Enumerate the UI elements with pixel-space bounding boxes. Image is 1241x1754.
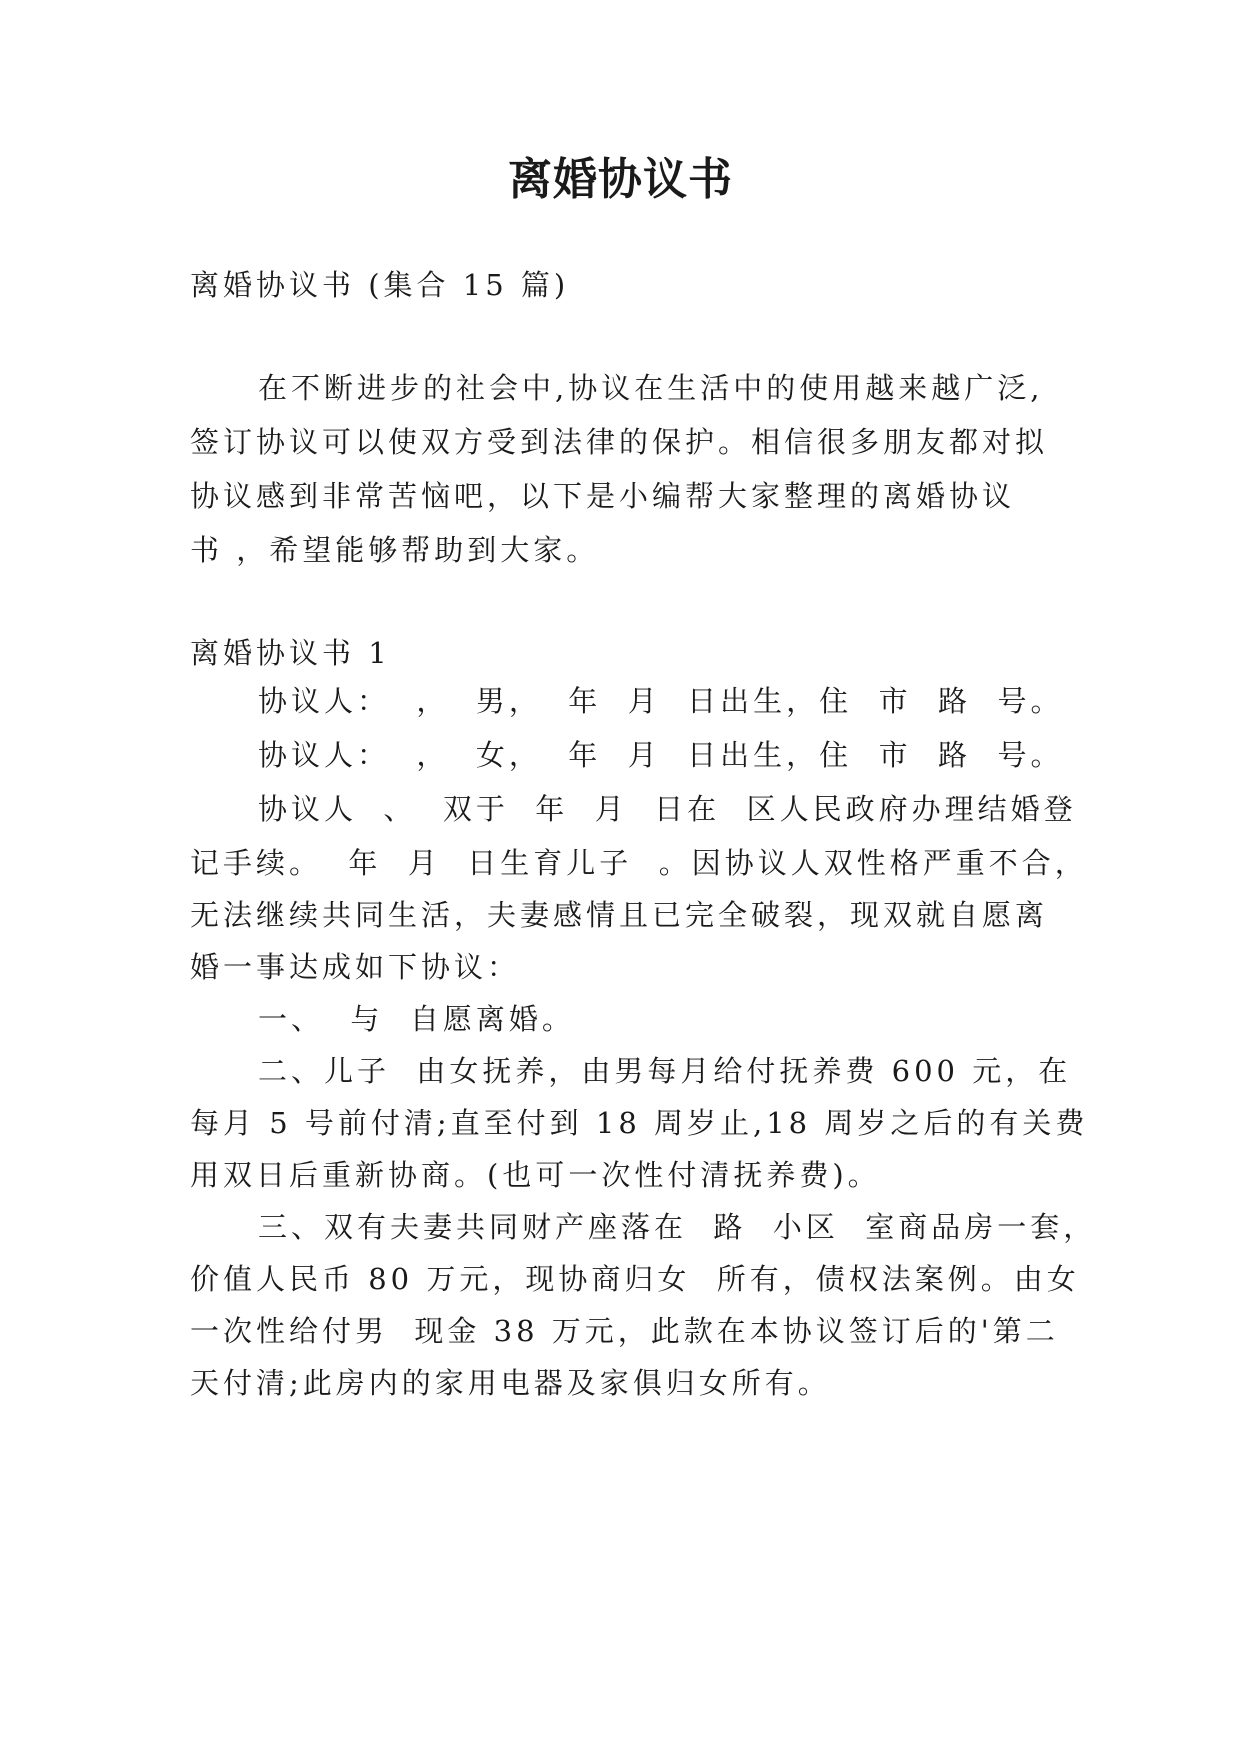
intro-line: 在不断进步的社会中,协议在生活中的使用越来越广泛,	[258, 371, 1044, 405]
body-line: 二、儿子 由女抚养，由男每月给付抚养费 600 元，在	[258, 1054, 1072, 1088]
body-line: 三、双有夫妻共同财产座落在 路 小区 室商品房一套，	[258, 1210, 1097, 1244]
body-line: 婚一事达成如下协议：	[190, 950, 521, 984]
section-heading: 离婚协议书 1	[190, 636, 391, 670]
body-line: 无法继续共同生活，夫妻感情且已完全破裂，现双就自愿离	[190, 898, 1049, 932]
body-line: 用双日后重新协商。(也可一次性付清抚养费)。	[190, 1158, 881, 1192]
body-line: 协议人 、 双于 年 月 日在 区人民政府办理结婚登	[258, 792, 1077, 826]
body-line: 每月 5 号前付清;直至付到 18 周岁止,18 周岁之后的有关费	[190, 1106, 1089, 1140]
body-line: 协议人： ， 女， 年 月 日出生，住 市 路 号。	[258, 738, 1064, 772]
body-line: 天付清;此房内的家用电器及家俱归女所有。	[190, 1366, 831, 1400]
collection-subtitle: 离婚协议书 (集合 15 篇)	[190, 268, 570, 302]
body-line: 价值人民币 80 万元，现协商归女 所有，债权法案例。由女	[190, 1262, 1080, 1296]
body-line: 协议人： ， 男， 年 月 日出生，住 市 路 号。	[258, 684, 1064, 718]
intro-line: 签订协议可以使双方受到法律的保护。相信很多朋友都对拟	[190, 425, 1049, 459]
body-line: 记手续。 年 月 日生育儿子 。因协议人双性格严重不合，	[190, 846, 1088, 880]
document-title: 离婚协议书	[508, 154, 733, 205]
intro-line: 协议感到非常苦恼吧，以下是小编帮大家整理的离婚协议	[190, 479, 1016, 513]
body-line: 一、 与 自愿离婚。	[258, 1002, 575, 1036]
body-line: 一次性给付男 现金 38 万元，此款在本协议签订后的'第二	[190, 1314, 1059, 1348]
intro-line: 书 ，希望能够帮助到大家。	[190, 533, 600, 567]
